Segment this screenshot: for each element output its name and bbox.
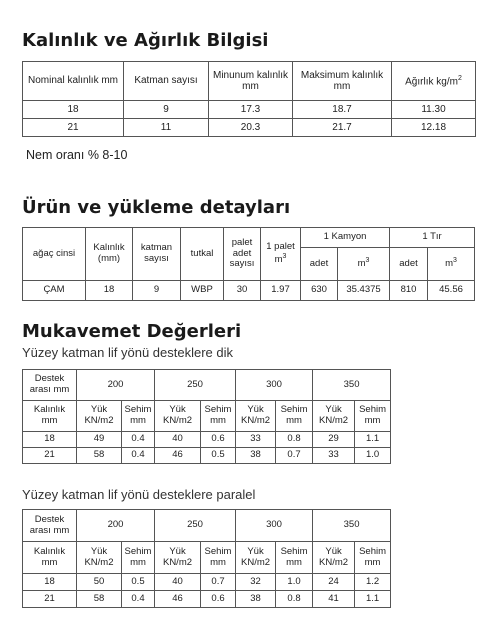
table-cell: 630 <box>301 281 338 301</box>
table-header-row <box>23 401 391 432</box>
header-cell: Kalınlık mm <box>23 542 77 574</box>
table-cell: 49 <box>77 432 122 448</box>
table-header-row <box>23 62 476 101</box>
header-cell: Katman sayısı <box>124 62 209 101</box>
table-cell: 0.4 <box>122 591 155 608</box>
table-cell: 38 <box>236 448 276 464</box>
table-cell: 9 <box>133 281 181 301</box>
table-cell: 46 <box>155 591 201 608</box>
header-cell: katman sayısı <box>133 228 181 281</box>
table-cell: 45.56 <box>428 281 475 301</box>
table-cell: 0.5 <box>122 574 155 591</box>
table-cell: 20.3 <box>209 119 293 137</box>
header-cell: 1 palet $m^3$ <box>261 228 301 281</box>
table-row <box>23 591 391 608</box>
header-cell: Sehim mm <box>355 542 391 574</box>
strength-table-parallel <box>22 509 391 608</box>
table-cell: 30 <box>224 281 261 301</box>
header-cell: Sehim mm <box>122 542 155 574</box>
header-cell: Yük KN/m2 <box>155 542 201 574</box>
header-cell: 200 <box>77 370 155 401</box>
table-cell: 38 <box>236 591 276 608</box>
header-cell: $m^3$ <box>338 248 390 281</box>
table-row <box>23 432 391 448</box>
product-loading-title: Ürün ve yükleme detayları <box>22 197 291 218</box>
header-cell: Nominal kalınlık mm <box>23 62 124 101</box>
table-row <box>23 101 476 119</box>
table-row <box>23 119 476 137</box>
table-cell: 0.4 <box>122 432 155 448</box>
table-header-row <box>23 228 475 248</box>
table-cell: 1.2 <box>355 574 391 591</box>
header-cell: 250 <box>155 370 236 401</box>
table-header-row <box>23 542 391 574</box>
table-cell: 18 <box>23 101 124 119</box>
header-cell: 200 <box>77 510 155 542</box>
table-cell: 50 <box>77 574 122 591</box>
header-cell: 250 <box>155 510 236 542</box>
table-cell: 29 <box>313 432 355 448</box>
table-cell: 11.30 <box>392 101 476 119</box>
header-cell: adet <box>390 248 428 281</box>
header-cell: Kalınlık mm <box>23 401 77 432</box>
table-cell: 1.1 <box>355 432 391 448</box>
header-cell: Sehim mm <box>355 401 391 432</box>
header-cell: Kalınlık (mm) <box>86 228 133 281</box>
header-cell: Yük KN/m2 <box>77 542 122 574</box>
table-cell: 18 <box>23 432 77 448</box>
table-cell: 0.7 <box>276 448 313 464</box>
header-cell: 350 <box>313 510 391 542</box>
table-cell: 12.18 <box>392 119 476 137</box>
table-cell: 41 <box>313 591 355 608</box>
header-cell: Destek arası mm <box>23 370 77 401</box>
header-cell: ağaç cinsi <box>23 228 86 281</box>
table-header-row <box>23 370 391 401</box>
header-cell: Yük KN/m2 <box>313 401 355 432</box>
header-cell: 300 <box>236 510 313 542</box>
table-cell: 32 <box>236 574 276 591</box>
table-cell: 810 <box>390 281 428 301</box>
moisture-note: Nem oranı % 8-10 <box>26 148 128 162</box>
header-cell: Sehim mm <box>276 401 313 432</box>
header-cell: Maksimum kalınlık mm <box>293 62 392 101</box>
table-cell: 35.4375 <box>338 281 390 301</box>
table-cell: 33 <box>236 432 276 448</box>
table-cell: 21.7 <box>293 119 392 137</box>
product-loading-table <box>22 227 475 301</box>
strength-subtitle-parallel: Yüzey katman lif yönü desteklere paralel <box>22 487 256 502</box>
table-cell: 33 <box>313 448 355 464</box>
header-cell: Destek arası mm <box>23 510 77 542</box>
table-cell: 21 <box>23 448 77 464</box>
table-cell: 21 <box>23 591 77 608</box>
table-cell: 1.97 <box>261 281 301 301</box>
table-header-row <box>23 510 391 542</box>
table-row <box>23 574 391 591</box>
table-cell: 18.7 <box>293 101 392 119</box>
strength-values-title: Mukavemet Değerleri <box>22 321 242 342</box>
header-cell: Sehim mm <box>201 401 236 432</box>
table-cell: 58 <box>77 591 122 608</box>
header-cell: 300 <box>236 370 313 401</box>
thickness-weight-title: Kalınlık ve Ağırlık Bilgisi <box>22 30 269 51</box>
strength-table-perpendicular <box>22 369 391 464</box>
table-cell: 21 <box>23 119 124 137</box>
header-cell: Yük KN/m2 <box>313 542 355 574</box>
thickness-weight-table <box>22 61 476 137</box>
table-cell: 11 <box>124 119 209 137</box>
table-cell: 0.6 <box>201 591 236 608</box>
header-cell: $m^3$ <box>428 248 475 281</box>
header-cell: 1 Tır <box>390 228 475 248</box>
strength-subtitle-perpendicular: Yüzey katman lif yönü desteklere dik <box>22 345 233 360</box>
table-cell: 0.8 <box>276 432 313 448</box>
table-cell: 1.0 <box>276 574 313 591</box>
table-cell: WBP <box>181 281 224 301</box>
table-cell: 24 <box>313 574 355 591</box>
table-cell: 40 <box>155 432 201 448</box>
header-cell: Yük KN/m2 <box>77 401 122 432</box>
table-cell: 0.8 <box>276 591 313 608</box>
table-cell: 1.1 <box>355 591 391 608</box>
header-cell: palet adet sayısı <box>224 228 261 281</box>
table-cell: 40 <box>155 574 201 591</box>
table-cell: 0.7 <box>201 574 236 591</box>
header-cell: Sehim mm <box>201 542 236 574</box>
table-cell: 0.5 <box>201 448 236 464</box>
header-cell: Sehim mm <box>122 401 155 432</box>
table-cell: 46 <box>155 448 201 464</box>
table-cell: 18 <box>86 281 133 301</box>
table-cell: 1.0 <box>355 448 391 464</box>
header-cell: Ağırlık $kg/m^2$ <box>392 62 476 101</box>
table-cell: 9 <box>124 101 209 119</box>
table-cell: 17.3 <box>209 101 293 119</box>
table-row <box>23 281 475 301</box>
header-cell: Yük KN/m2 <box>236 542 276 574</box>
table-row <box>23 448 391 464</box>
header-cell: tutkal <box>181 228 224 281</box>
table-cell: 58 <box>77 448 122 464</box>
header-cell: Sehim mm <box>276 542 313 574</box>
header-cell: Yük KN/m2 <box>236 401 276 432</box>
table-cell: 0.4 <box>122 448 155 464</box>
header-cell: Minunum kalınlık mm <box>209 62 293 101</box>
header-cell: Yük KN/m2 <box>155 401 201 432</box>
table-cell: ÇAM <box>23 281 86 301</box>
header-cell: 350 <box>313 370 391 401</box>
header-cell: 1 Kamyon <box>301 228 390 248</box>
table-cell: 18 <box>23 574 77 591</box>
header-cell: adet <box>301 248 338 281</box>
table-cell: 0.6 <box>201 432 236 448</box>
